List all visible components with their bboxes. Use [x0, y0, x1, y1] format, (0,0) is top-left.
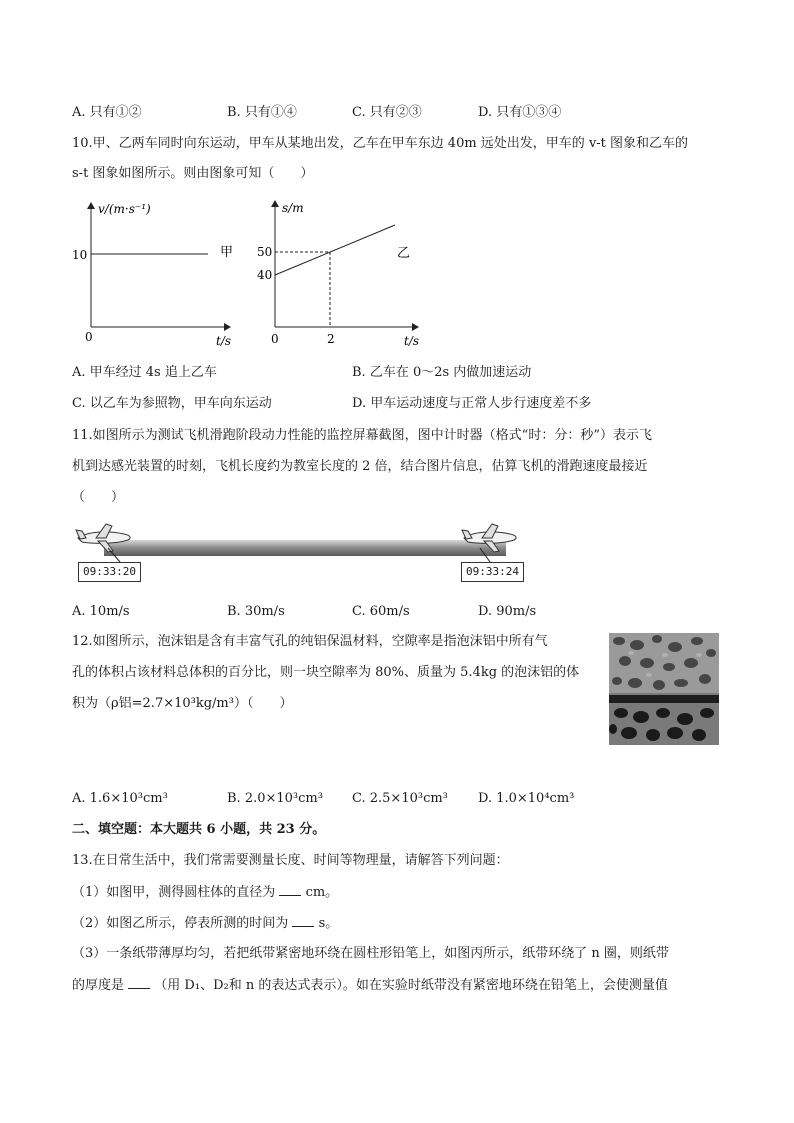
st-y-label: s/m: [282, 201, 304, 215]
runway: [104, 540, 506, 556]
st-xtick-2: 2: [327, 332, 335, 346]
st-series-label: 乙: [397, 246, 411, 261]
q11-option-a: A. 10m/s: [72, 604, 130, 619]
q9-option-b: B. 只有①④: [227, 105, 297, 120]
q12-option-c: C. 2.5×10³cm³: [352, 791, 448, 806]
vt-x-label: t/s: [216, 334, 232, 348]
q11-stem-line3: （ ）: [72, 490, 125, 505]
q9-option-a: A. 只有①②: [72, 105, 142, 120]
st-series-yi: [275, 225, 395, 275]
q10-option-a: A. 甲车经过 4s 追上乙车: [72, 365, 217, 380]
q13-blank-1[interactable]: [279, 883, 301, 896]
q12-stem-line1: 12.如图所示，泡沫铝是含有丰富气孔的纯铝保温材料，空隙率是指泡沫铝中所有气: [72, 634, 548, 649]
vt-origin: 0: [85, 330, 93, 344]
q10-option-c: C. 以乙车为参照物，甲车向东运动: [72, 396, 272, 411]
q13-part3-rest: （用 D₁、D₂和 n 的表达式表示）。如在实验时纸带没有紧密地环绕在铅笔上，会使测量值: [154, 978, 668, 993]
st-ytick-50: 50: [257, 245, 273, 259]
q11-option-c: C. 60m/s: [352, 604, 410, 619]
q11-stem-line2: 机到达感光装置的时刻，飞机长度约为教室长度的 2 倍，结合图片信息，估算飞机的滑跑速度最接近: [72, 459, 648, 474]
q13-part1-text: （1）如图甲，测得圆柱体的直径为: [72, 885, 276, 900]
q12-option-a: A. 1.6×10³cm³: [72, 791, 168, 806]
st-origin: 0: [271, 332, 279, 346]
q13-part3-line2: [72, 976, 668, 995]
timer-start: 09:33:20: [78, 562, 141, 582]
q10-stem-line1: 10.甲、乙两车同时向东运动，甲车从某地出发，乙车在甲车东边 40m 远处出发，甲车的 v-t 图象和乙车的: [72, 136, 689, 151]
q13-blank-2[interactable]: [292, 914, 314, 927]
q12-option-d: D. 1.0×10⁴cm³: [478, 791, 575, 806]
q13-blank-3[interactable]: [128, 976, 150, 989]
q10-option-b: B. 乙车在 0～2s 内做加速运动: [352, 365, 532, 380]
q10-option-d: D. 甲车运动速度与正常人步行速度差不多: [352, 396, 592, 411]
q12-stem-line2: 孔的体积占该材料总体积的百分比，则一块空隙率为 80%、质量为 5.4kg 的泡沫铝的体: [72, 665, 580, 680]
q13-part1-unit: cm。: [305, 885, 339, 900]
q11-option-b: B. 30m/s: [227, 604, 285, 619]
timer-end: 09:33:24: [461, 562, 524, 582]
q13-stem-line1: 13.在日常生活中，我们常需要测量长度、时间等物理量，请解答下列问题：: [72, 853, 509, 868]
q13-part3-text: 的厚度是: [72, 978, 125, 993]
st-ytick-40: 40: [257, 268, 273, 282]
q11-option-d: D. 90m/s: [478, 604, 537, 619]
q12-stem-line3: 积为（ρ铝=2.7×10³kg/m³）（ ）: [72, 696, 293, 711]
vt-ytick-10: 10: [72, 248, 88, 262]
q12-option-b: B. 2.0×10³cm³: [227, 791, 323, 806]
vt-y-label: v/(m·s⁻¹): [98, 202, 151, 216]
q9-option-d: D. 只有①③④: [478, 105, 562, 120]
runway-figure: [74, 518, 524, 588]
q13-part1: [72, 883, 338, 902]
section-title: 二、填空题：本大题共 6 小题，共 23 分。: [72, 822, 326, 837]
q13-part3-line1: （3）一条纸带薄厚均匀，若把纸带紧密地环绕在圆柱形铅笔上，如图丙所示，纸带环绕了 n 圈，则纸带: [72, 946, 669, 961]
q10-stem-line2: s-t 图象如图所示。则由图象可知（ ）: [72, 166, 314, 181]
q13-part2-unit: s。: [318, 916, 339, 931]
vt-graph: [70, 195, 250, 355]
foam-aluminum-photo: [609, 633, 719, 745]
q11-stem-line1: 11.如图所示为测试飞机滑跑阶段动力性能的监控屏幕截图，图中计时器（格式“时：分：秒”）表示飞: [72, 428, 652, 443]
q9-option-c: C. 只有②③: [352, 105, 422, 120]
st-x-label: t/s: [404, 334, 420, 348]
vt-series-label: 甲: [220, 245, 234, 260]
q13-part2: [72, 914, 338, 933]
st-graph: [250, 195, 430, 355]
q13-part2-text: （2）如图乙所示，停表所测的时间为: [72, 916, 289, 931]
